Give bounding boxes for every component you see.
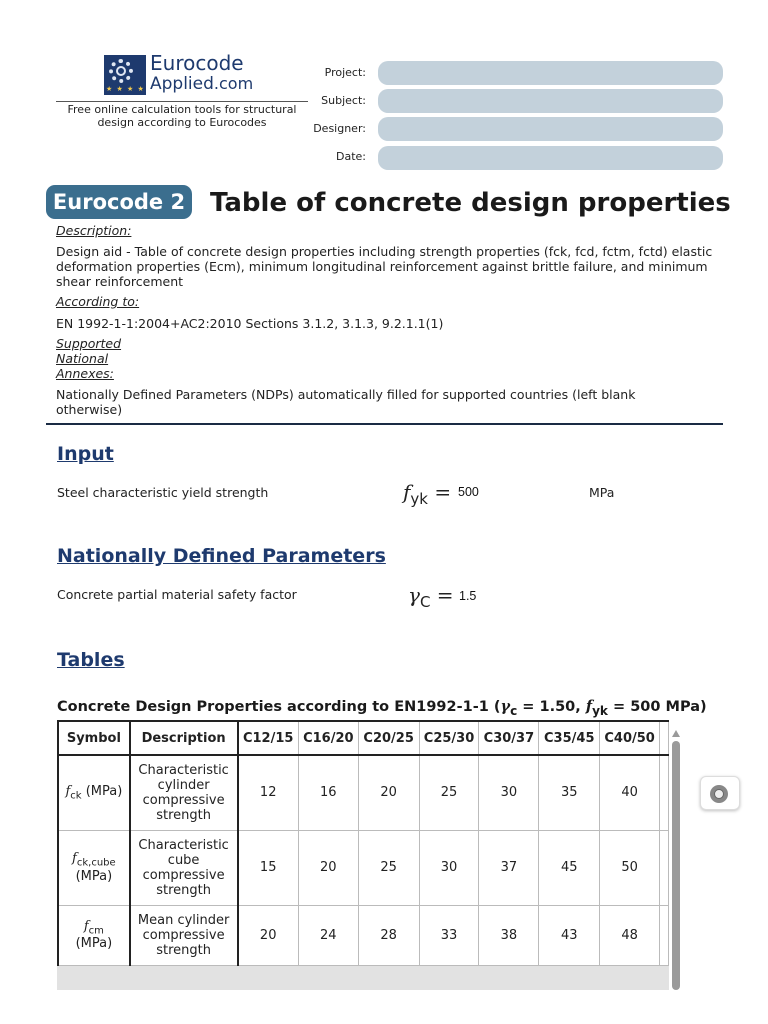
eurocode-badge: Eurocode 2	[46, 185, 192, 219]
table-cell: 25	[358, 830, 419, 905]
col-header-overflow	[660, 721, 669, 755]
input-heading: Input	[57, 443, 114, 465]
table-cell: 35	[539, 755, 600, 830]
table-cell-overflow	[660, 905, 669, 965]
annex-label-3: Annexes:	[56, 366, 114, 381]
col-header: C12/15	[238, 721, 299, 755]
table-header-row	[58, 721, 669, 755]
logo-icon	[104, 55, 146, 95]
fyk-label: Steel characteristic yield strength	[57, 485, 269, 500]
row-symbol: $f_{ck,cube}$ (MPa)	[58, 830, 130, 905]
annex-label-2: National	[56, 351, 109, 366]
col-header: Symbol	[58, 721, 130, 755]
table-cell: 48	[600, 905, 660, 965]
table-cell-overflow	[660, 830, 669, 905]
subject-label: Subject:	[321, 94, 366, 107]
gamma-c-symbol: $\gamma_C$ =	[408, 583, 454, 611]
row-description: Characteristic cylinder compressive strength	[130, 755, 238, 830]
table-cell: 30	[419, 830, 479, 905]
brand-name-2: Applied.com	[150, 74, 254, 94]
table-cell: 16	[298, 755, 358, 830]
col-header: C40/50	[600, 721, 660, 755]
row-description: Characteristic cube compressive strength	[130, 830, 238, 905]
table-row	[58, 905, 669, 965]
table-cell: 20	[298, 830, 358, 905]
page-title: Table of concrete design properties	[210, 188, 731, 218]
gamma-c-label: Concrete partial material safety factor	[57, 587, 297, 602]
floating-action-button[interactable]	[700, 776, 740, 810]
date-field[interactable]	[378, 146, 723, 170]
table-cell: 45	[539, 830, 600, 905]
description-label: Description:	[56, 223, 132, 238]
properties-table	[57, 720, 669, 966]
description-text: Design aid - Table of concrete design properties including strength properties (fck, fcd, fctm, fctd) elastic deformation properties (Ecm), minimum longitudinal reinforcement against brittle failure, and minimum shear reinforcement	[56, 244, 713, 289]
table-cell: 43	[539, 905, 600, 965]
date-label: Date:	[336, 150, 366, 163]
tagline: Free online calculation tools for structural design according to Eurocodes	[67, 103, 297, 129]
table-row	[58, 830, 669, 905]
table-cell: 15	[238, 830, 299, 905]
table-cell: 24	[298, 905, 358, 965]
col-header: C20/25	[358, 721, 419, 755]
table-cell: 30	[479, 755, 539, 830]
designer-label: Designer:	[313, 122, 366, 135]
according-label: According to:	[56, 294, 140, 309]
table-cell: 37	[479, 830, 539, 905]
according-text: EN 1992-1-1:2004+AC2:2010 Sections 3.1.2, 3.1.3, 9.2.1.1(1)	[56, 316, 444, 331]
brand-name: Eurocode	[150, 51, 244, 75]
row-symbol: $f_{ck}$ (MPa)	[58, 755, 130, 830]
table-scrollbar[interactable]	[672, 741, 680, 990]
row-description: Mean cylinder compressive strength	[130, 905, 238, 965]
table-cell: 20	[238, 905, 299, 965]
fyk-value[interactable]: 500	[458, 485, 479, 499]
col-header: C30/37	[479, 721, 539, 755]
table-cell: 28	[358, 905, 419, 965]
project-field[interactable]	[378, 61, 723, 85]
col-header: C25/30	[419, 721, 479, 755]
table-caption: Concrete Design Properties according to EN1992-1-1 ($\gamma_c = 1.50$, $f_{yk} = 500$ MPa)	[57, 698, 707, 718]
concrete-properties-table[interactable]	[57, 720, 669, 990]
table-cell: 40	[600, 755, 660, 830]
fyk-symbol: $f_{yk}$ =	[403, 480, 452, 508]
table-cell: 33	[419, 905, 479, 965]
project-label: Project:	[324, 66, 366, 79]
table-cell: 38	[479, 905, 539, 965]
annex-text: Nationally Defined Parameters (NDPs) automatically filled for supported countries (left blank otherwise)	[56, 387, 636, 417]
col-header: C16/20	[298, 721, 358, 755]
table-cell: 25	[419, 755, 479, 830]
designer-field[interactable]	[378, 117, 723, 141]
col-header: Description	[130, 721, 238, 755]
tables-heading: Tables	[57, 649, 125, 671]
table-cell-overflow	[660, 755, 669, 830]
fyk-unit: MPa	[589, 485, 615, 500]
col-header: C35/45	[539, 721, 600, 755]
stars-icon: ★ ★ ★ ★	[106, 85, 145, 93]
table-cell: 50	[600, 830, 660, 905]
section-divider	[46, 423, 723, 425]
row-symbol: $f_{cm}$ (MPa)	[58, 905, 130, 965]
annex-label-1: Supported	[56, 336, 122, 351]
scroll-up-arrow-icon[interactable]	[672, 730, 680, 737]
table-cell: 20	[358, 755, 419, 830]
ndp-heading: Nationally Defined Parameters	[57, 545, 386, 567]
table-row	[58, 755, 669, 830]
subject-field[interactable]	[378, 89, 723, 113]
gamma-c-value[interactable]: 1.5	[459, 589, 477, 603]
table-cell: 12	[238, 755, 299, 830]
